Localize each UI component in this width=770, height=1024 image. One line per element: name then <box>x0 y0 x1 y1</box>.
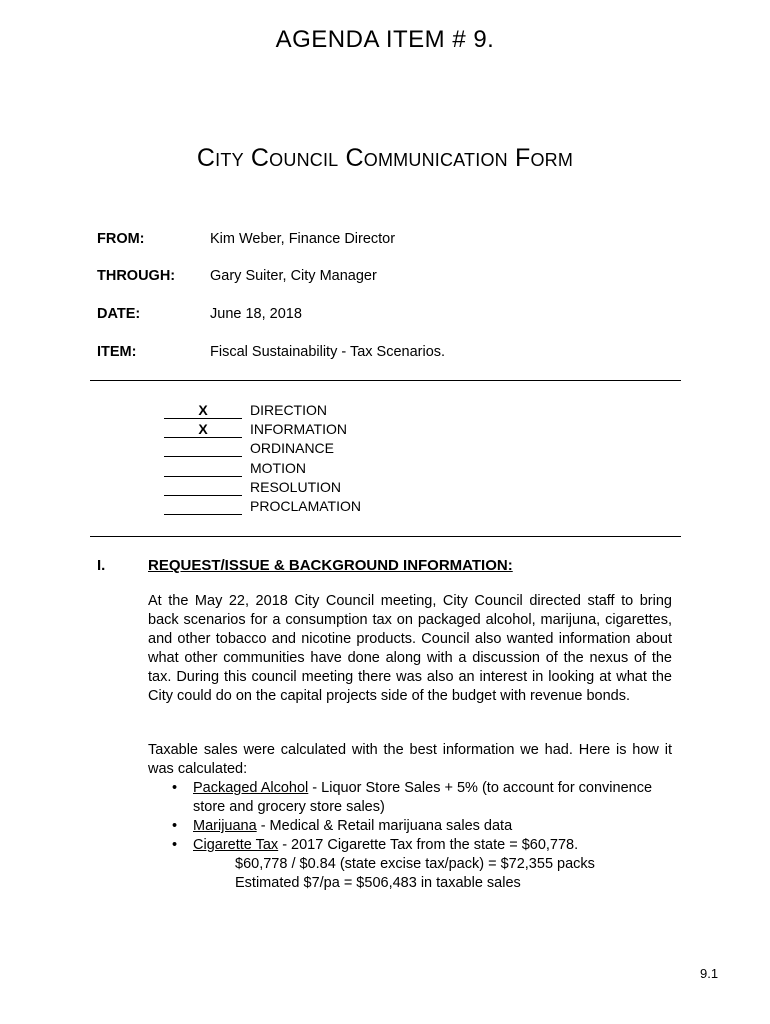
checkbox-blank[interactable] <box>164 440 242 457</box>
form-title: City Council Communication Form <box>196 144 574 172</box>
through-value: Gary Suiter, City Manager <box>210 268 377 284</box>
cigarette-calc-line: Estimated $7/pa = $506,483 in taxable sales <box>235 875 521 891</box>
background-paragraph <box>148 592 672 706</box>
from-label: FROM: <box>97 231 145 247</box>
checkbox-blank[interactable]: X <box>164 421 242 438</box>
checklist-label: RESOLUTION <box>250 479 342 495</box>
checklist-label: DIRECTION <box>250 402 327 418</box>
paragraph-text: Taxable sales were calculated with the best information we had. Here is how it was calculated: <box>148 742 672 777</box>
divider-bottom <box>90 536 681 537</box>
checklist-label: INFORMATION <box>250 421 347 437</box>
agenda-item-title: AGENDA ITEM # 9. <box>275 26 495 53</box>
list-item-term: Cigarette Tax <box>193 837 279 853</box>
from-value: Kim Weber, Finance Director <box>210 231 396 247</box>
checklist-label: MOTION <box>250 460 306 476</box>
bullet-icon: • <box>172 818 178 834</box>
calculation-intro <box>148 741 672 779</box>
checkbox-blank[interactable] <box>164 498 242 515</box>
section-title: REQUEST/ISSUE & BACKGROUND INFORMATION: <box>148 557 513 574</box>
paragraph-text: At the May 22, 2018 City Council meeting, City Council directed staff to bring back scenarios for a consumption tax on packaged alcohol, marijuna, cigarettes, and other tobacco and nicotine products. Council also wanted information about what other communities have done along with a discussion of the nexus of the tax. During this council meeting there was also an interest in looking at what the City could do on the capital projects side of the budget with revenue bonds. <box>148 593 672 704</box>
cigarette-calc-line: $60,778 / $0.84 (state excise tax/pack) = $72,355 packs <box>235 856 595 872</box>
list-item-text: - Liquor Store Sales + 5% (to account for convinence store and grocery store sales) <box>193 780 653 815</box>
list-item-text: - 2017 Cigarette Tax from the state = $60,778. <box>278 837 579 853</box>
divider-top <box>90 380 681 381</box>
list-item <box>193 779 677 817</box>
checkbox-blank[interactable] <box>164 460 242 477</box>
item-value: Fiscal Sustainability - Tax Scenarios. <box>210 344 446 360</box>
date-value: June 18, 2018 <box>210 306 302 322</box>
section-number: I. <box>97 557 106 574</box>
through-label: THROUGH: <box>97 268 176 284</box>
bullet-icon: • <box>172 780 178 796</box>
page-number: 9.1 <box>700 966 719 981</box>
list-item-term: Marijuana <box>193 818 257 834</box>
checkbox-blank[interactable]: X <box>164 402 242 419</box>
item-label: ITEM: <box>97 344 137 360</box>
list-item-term: Packaged Alcohol <box>193 780 309 796</box>
bullet-icon: • <box>172 837 178 853</box>
checklist-label: PROCLAMATION <box>250 498 361 514</box>
list-item <box>193 817 677 836</box>
list-item <box>193 836 677 855</box>
checkbox-blank[interactable] <box>164 479 242 496</box>
date-label: DATE: <box>97 306 141 322</box>
checklist-label: ORDINANCE <box>250 440 335 456</box>
list-item-text: - Medical & Retail marijuana sales data <box>256 818 513 834</box>
